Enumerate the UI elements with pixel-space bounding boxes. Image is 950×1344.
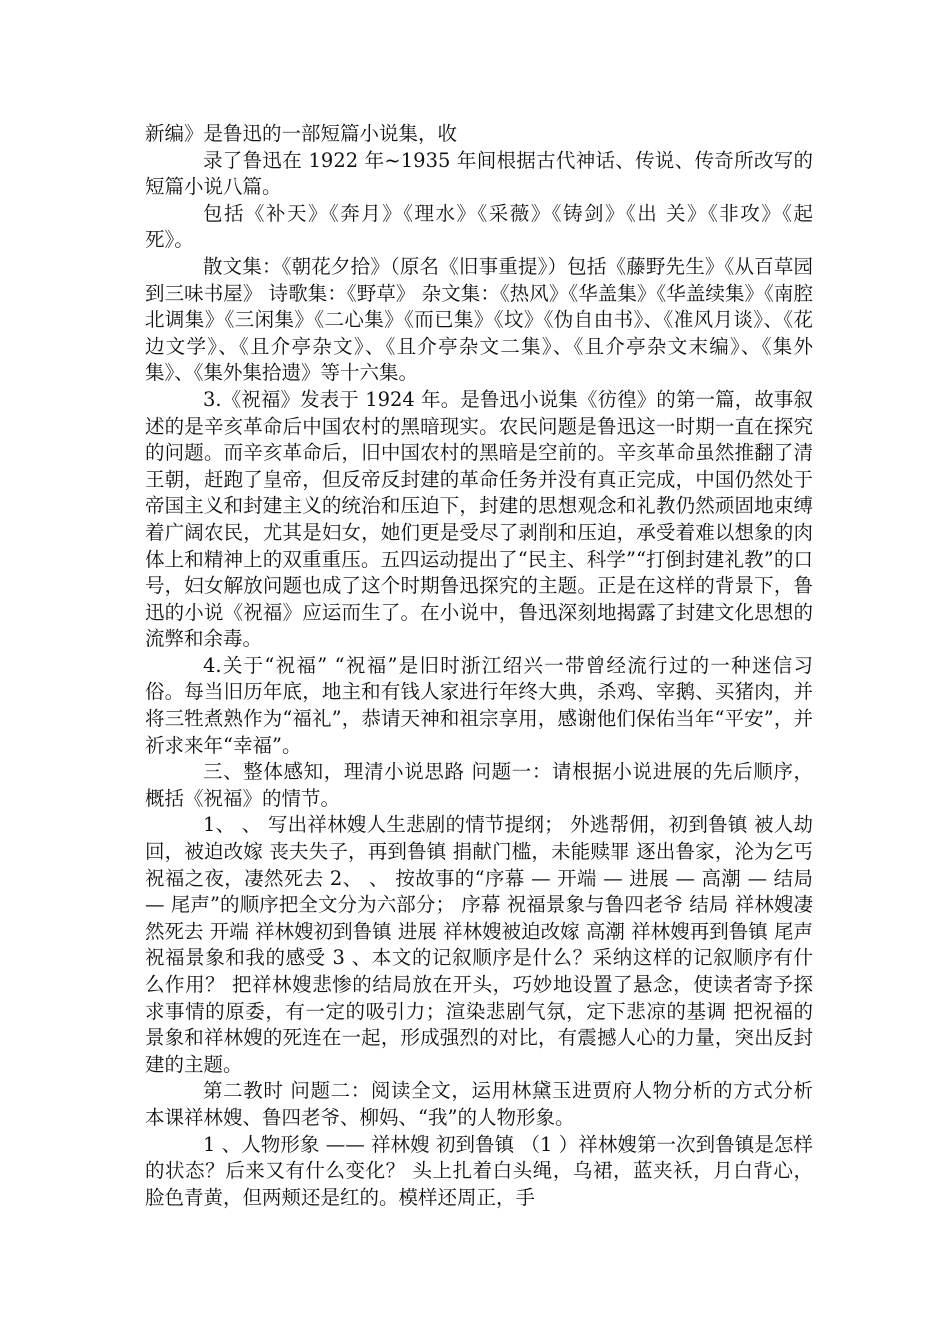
paragraph-character-analysis: 1 、人物形象 —— 祥林嫂 初到鲁镇 （1 ）祥林嫂第一次到鲁镇是怎样的状态？后来又有什么变化？ 头上扎着白头绳，乌裙，蓝夹袄，月白背心，脸色青黄，但两颊还是红的。模样还周正，手 (145, 1132, 813, 1209)
paragraph-intro-fragment: 新编》是鲁迅的一部短篇小说集，收 (145, 122, 458, 145)
paragraph-section-three: 三、整体感知，理清小说思路 问题一：请根据小说进展的先后顺序，概括《祝福》的情节。 (145, 760, 813, 810)
paragraph-about-zhufu: 4.关于“祝福” “祝福”是旧时浙江绍兴一带曾经流行过的一种迷信习俗。每当旧历年底，地主和有钱人家进行年终大典，杀鸡、宰鹅、买猪肉，并将三牲煮熟作为“福礼”，恭请天神和祖宗享用，感谢他们保佑当年“平安”，并祈求来年“幸福”。 (145, 653, 813, 757)
paragraph-gushi-xinbian: 录了鲁迅在 1922 年~1935 年间根据古代神话、传说、传奇所改写的短篇小说八篇。 (145, 148, 813, 199)
paragraph-lesson-two: 第二教时 问题二：阅读全文，运用林黛玉进贾府人物分析的方式分析本课祥林嫂、鲁四老爷、柳妈、“我”的人物形象。 (145, 1079, 813, 1129)
paragraph-collections: 散文集：《朝花夕拾》（原名《旧事重提》）包括《藤野先生》《从百草园到三味书屋》 诗歌集：《野草》 杂文集：《热风》《华盖集》《华盖续集》《南腔北调集》《三闲集》《二心集》《而已集》《坟》《伪自由书》、《准风月谈》、《花边文学》、《且介亭杂文》、《且介亭杂文二集》、《且介亭杂文末编》、《集外集》、《集外集拾遗》等十六集。 (145, 254, 813, 385)
document-page (145, 121, 813, 1211)
paragraph-story-list: 包括《补天》《奔月》《理水》《采薇》《铸剑》《出 关》《非攻》《起死》。 (145, 201, 813, 252)
paragraph-background: 3.《祝福》发表于 1924 年。是鲁迅小说集《彷徨》的第一篇，故事叙述的是辛亥革命后中国农村的黑暗现实。农民问题是鲁迅这一时期一直在探究的问题。而辛亥革命后，旧中国农村的黑暗是空前的。辛亥革命虽然推翻了清王朝，赶跑了皇帝，但反帝反封建的革命任务并没有真正完成，中国仍然处于帝国主义和封建主义的统治和压迫下，封建的思想观念和礼教仍然顽固地束缚着广阔农民，尤其是妇女，她们更是受尽了剥削和压迫，承受着难以想象的肉体上和精神上的双重重压。五四运动提出了“民主、科学”“打倒封建礼教”的口号，妇女解放问题也成了这个时期鲁迅探究的主题。正是在这样的背景下，鲁迅的小说《祝福》应运而生了。在小说中，鲁迅深刻地揭露了封建文化思想的流弊和余毒。 (145, 387, 813, 651)
paragraph-plot-outline: 1、 、 写出祥林嫂人生悲剧的情节提纲； 外逃帮佣，初到鲁镇 被人劫回，被迫改嫁 丧夫失子，再到鲁镇 捐献门槛，未能赎罪 逐出鲁家，沦为乞丐 祝福之夜，凄然死去 2、 、 按故事的“序幕 — 开端 — 进展 — 高潮 — 结局 — 尾声”的顺序把全文分为六部分； 序幕 祝福景象与鲁四老爷 结局 祥林嫂凄然死去 开端 祥林嫂初到鲁镇 进展 祥林嫂被迫改嫁 高潮 祥林嫂再到鲁镇 尾声 祝福景象和我的感受 3 、本文的记叙顺序是什么？采纳这样的记叙顺序有什么作用？ 把祥林嫂悲惨的结局放在开头，巧妙地设置了悬念，使读者寄予探求事情的原委，有一定的吸引力；渲染悲剧气氛，定下悲凉的基调 把祝福的景象和祥林嫂的死连在一起，形成强烈的对比，有震撼人心的力量，突出反封建的主题。 (145, 813, 813, 1076)
